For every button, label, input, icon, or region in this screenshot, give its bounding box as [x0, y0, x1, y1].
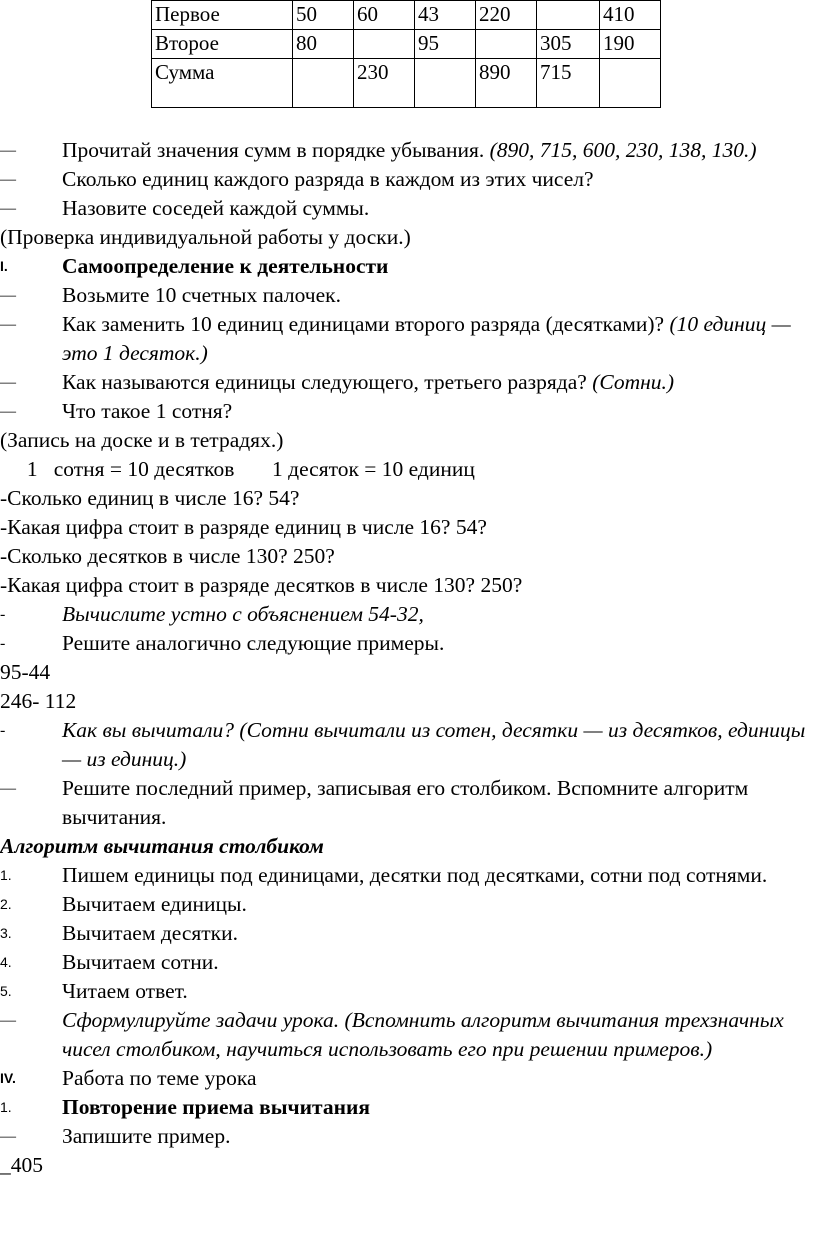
table-cell: 890 [476, 59, 537, 108]
table-cell [537, 1, 600, 30]
table-cell: Второе [152, 30, 293, 59]
paragraph [0, 1122, 816, 1151]
table-cell: Сумма [152, 59, 293, 108]
paragraph [0, 948, 816, 977]
paragraph-text: Вычитаем десятки. [62, 921, 238, 945]
paragraph [0, 629, 816, 658]
paragraph [0, 136, 816, 165]
list-marker: — [0, 1128, 16, 1145]
paragraph-text: Решите последний пример, записывая его столбиком. Вспомните алгоритм вычитания. [62, 776, 754, 829]
paragraph [0, 426, 816, 455]
table-cell: 60 [354, 1, 415, 30]
paragraph-text: Вычитаем единицы. [62, 892, 247, 916]
paragraph [0, 687, 816, 716]
document-body [0, 136, 816, 1180]
paragraph [0, 1006, 816, 1064]
list-marker: — [0, 171, 16, 188]
paragraph [0, 1064, 816, 1093]
table-cell: 305 [537, 30, 600, 59]
paragraph [0, 368, 816, 397]
paragraph-italic-text: Как вы вычитали? (Сотни вычитали из сотен, десятки — из десятков, единицы — из единиц.) [62, 718, 811, 771]
list-marker: — [0, 374, 16, 391]
paragraph [0, 194, 816, 223]
paragraph-italic-text: Сформулируйте задачи урока. (Вспомнить алгоритм вычитания трехзначных чисел столбиком, научиться использовать его при решении примеров.) [62, 1008, 790, 1061]
paragraph-italic-text: (Сотни.) [592, 370, 675, 394]
paragraph [0, 658, 816, 687]
paragraph-text: Назовите соседей каждой суммы. [62, 196, 370, 220]
paragraph [0, 484, 816, 513]
list-marker: 1. [0, 1099, 12, 1115]
list-marker: 5. [0, 983, 12, 999]
list-marker: - [0, 722, 6, 739]
table-cell [600, 59, 661, 108]
paragraph [0, 977, 816, 1006]
paragraph-text: Сколько единиц каждого разряда в каждом из этих чисел? [62, 167, 594, 191]
paragraph-text: Как заменить 10 единиц единицами второго разряда (десятками)? [62, 312, 670, 336]
paragraph [0, 1093, 816, 1122]
paragraph [0, 455, 816, 484]
list-marker: 4. [0, 954, 12, 970]
list-marker: — [0, 780, 16, 797]
table-cell: 43 [415, 1, 476, 30]
table-cell: 715 [537, 59, 600, 108]
paragraph-text: Пишем единицы под единицами, десятки под десятками, сотни под сотнями. [62, 863, 768, 887]
paragraph [0, 281, 816, 310]
paragraph-text: 95-44 [0, 660, 51, 684]
paragraph [0, 513, 816, 542]
paragraph-text: _405 [0, 1153, 43, 1177]
table-cell [293, 59, 354, 108]
paragraph-text: 1 сотня = 10 десятков 1 десяток = 10 единиц [0, 457, 475, 481]
table-cell [476, 30, 537, 59]
paragraph [0, 919, 816, 948]
list-marker: 1. [0, 867, 12, 883]
paragraph-text: -Какая цифра стоит в разряде десятков в числе 130? 250? [0, 573, 523, 597]
paragraph [0, 310, 816, 368]
paragraph [0, 165, 816, 194]
table-row [152, 59, 661, 108]
table-cell: 50 [293, 1, 354, 30]
paragraph-italic-text: (10 единиц — это 1 десяток.) [62, 312, 797, 365]
paragraph [0, 832, 816, 861]
table-cell: Первое [152, 1, 293, 30]
list-marker: 2. [0, 896, 12, 912]
list-marker: - [0, 606, 6, 623]
table-cell [354, 30, 415, 59]
list-marker: — [0, 287, 16, 304]
list-marker: 3. [0, 925, 12, 941]
paragraph-text: Возьмите 10 счетных палочек. [62, 283, 341, 307]
paragraph [0, 774, 816, 832]
paragraph-text: Вычитаем сотни. [62, 950, 219, 974]
paragraph [0, 861, 816, 890]
sums-table [151, 0, 661, 108]
table-row [152, 30, 661, 59]
paragraph-text: Решите аналогично следующие примеры. [62, 631, 445, 655]
paragraph-text: -Сколько десятков в числе 130? 250? [0, 544, 335, 568]
list-marker: — [0, 200, 16, 217]
table-row [152, 1, 661, 30]
table-cell: 230 [354, 59, 415, 108]
list-marker: I. [0, 258, 8, 274]
list-marker: — [0, 1012, 16, 1029]
paragraph-text: Что такое 1 сотня? [62, 399, 233, 423]
section-heading: Самоопределение к деятельности [62, 254, 389, 278]
subheading: Алгоритм вычитания столбиком [0, 834, 324, 858]
paragraph-text: Запишите пример. [62, 1124, 231, 1148]
list-marker: — [0, 142, 16, 159]
paragraph-text: Прочитай значения сумм в порядке убывания. [62, 138, 490, 162]
paragraph-text: (Запись на доске и в тетрадях.) [0, 428, 284, 452]
paragraph-text: -Сколько единиц в числе 16? 54? [0, 486, 300, 510]
table-cell: 410 [600, 1, 661, 30]
paragraph-text: 246- 112 [0, 689, 77, 713]
table-cell: 95 [415, 30, 476, 59]
paragraph [0, 223, 816, 252]
paragraph [0, 600, 816, 629]
list-marker: — [0, 316, 16, 333]
paragraph [0, 571, 816, 600]
paragraph [0, 252, 816, 281]
paragraph-text: -Какая цифра стоит в разряде единиц в числе 16? 54? [0, 515, 487, 539]
section-heading: Повторение приема вычитания [62, 1095, 371, 1119]
table-cell: 80 [293, 30, 354, 59]
table-cell: 220 [476, 1, 537, 30]
paragraph [0, 716, 816, 774]
table-cell: 190 [600, 30, 661, 59]
paragraph-italic-text: Вычислите устно с объяснением 54-32, [62, 602, 424, 626]
list-marker: IV. [0, 1070, 16, 1086]
table-cell [415, 59, 476, 108]
paragraph [0, 1151, 816, 1180]
paragraph-text: Как называются единицы следующего, третьего разряда? [62, 370, 593, 394]
paragraph-text: Читаем ответ. [62, 979, 188, 1003]
paragraph [0, 890, 816, 919]
paragraph-text: Работа по теме урока [62, 1066, 257, 1090]
list-marker: - [0, 635, 6, 652]
paragraph [0, 397, 816, 426]
paragraph [0, 542, 816, 571]
list-marker: — [0, 403, 16, 420]
paragraph-italic-text: (890, 715, 600, 230, 138, 130.) [489, 138, 757, 162]
paragraph-text: (Проверка индивидуальной работы у доски.) [0, 225, 411, 249]
